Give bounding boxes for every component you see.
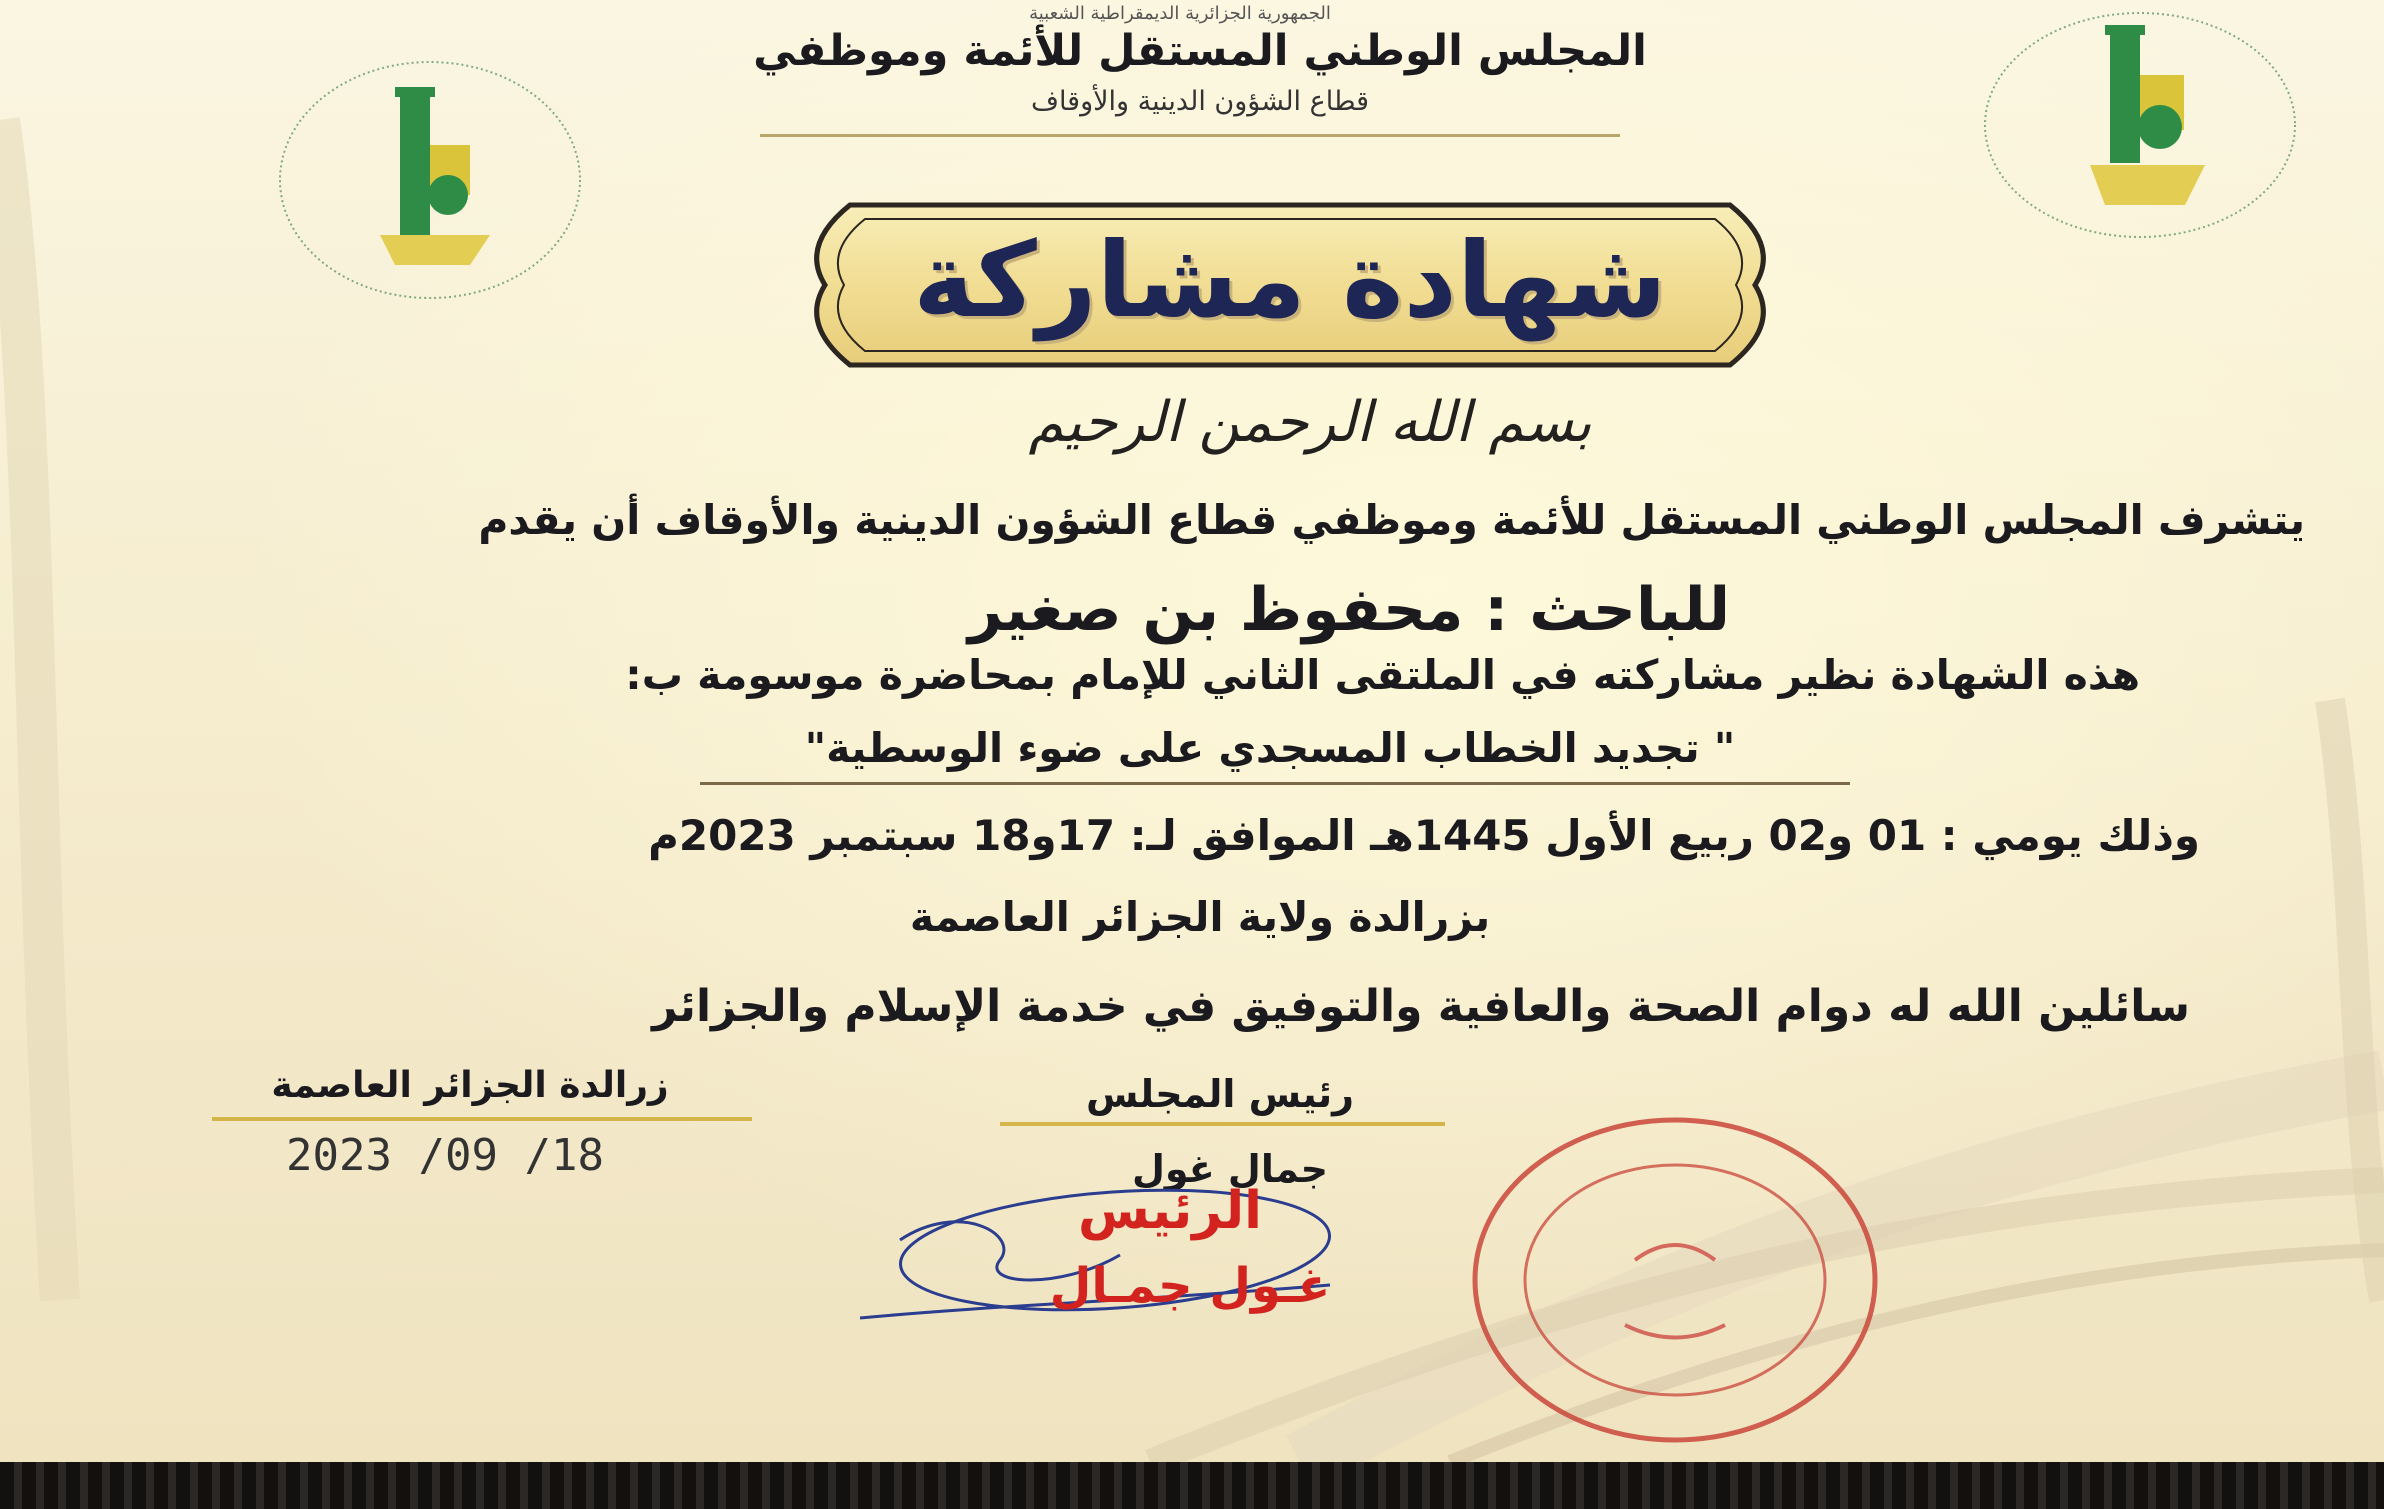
lecture-title: " تجديد الخطاب المسجدي على ضوء الوسطية" <box>804 724 1736 772</box>
issue-place: زرالدة الجزائر العاصمة <box>271 1065 669 1106</box>
recipient-name: للباحث : محفوظ بن صغير <box>967 575 1730 645</box>
header-divider <box>760 134 1620 137</box>
lecture-title-underline <box>700 782 1850 785</box>
location-line: بزرالدة ولاية الجزائر العاصمة <box>909 893 1491 941</box>
stamp-name: غـول جمـال <box>1049 1258 1331 1314</box>
signatory-role: رئيس المجلس <box>1086 1072 1354 1116</box>
header-title: المجلس الوطني المستقل للأئمة وموظفي <box>753 26 1647 76</box>
basmala: بسم الله الرحمن الرحيم <box>1028 390 1592 455</box>
stamp-role: الرئيس <box>1078 1181 1262 1241</box>
office-seal-icon <box>1465 1110 1885 1450</box>
signatory-role-underline <box>1000 1122 1445 1126</box>
header-tiny-text: الجمهورية الجزائرية الديمقراطية الشعبية <box>1029 3 1331 24</box>
issue-date: 2023 /09 /18 <box>286 1130 604 1181</box>
signatory-name: جمال غول <box>1131 1147 1329 1191</box>
certificate-title: شهادة مشاركة <box>913 219 1667 341</box>
header-subtitle: قطاع الشؤون الدينية والأوقاف <box>1030 86 1370 117</box>
participation-line: هذه الشهادة نظير مشاركته في الملتقى الثاني للإمام بمحاضرة موسومة ب: <box>625 651 2140 699</box>
intro-line: يتشرف المجلس الوطني المستقل للأئمة وموظفي قطاع الشؤون الدينية والأوقاف أن يقدم <box>478 496 2305 544</box>
mosque-emblem-icon <box>270 55 590 305</box>
scan-background-edge <box>0 1462 2384 1509</box>
issue-place-underline <box>212 1117 752 1121</box>
dates-line: وذلك يومي : 01 و02 ربيع الأول 1445هـ الموافق لـ: 17و18 سبتمبر 2023م <box>648 811 2200 860</box>
closing-line: سائلين الله له دوام الصحة والعافية والتوفيق في خدمة الإسلام والجزائر <box>652 981 2190 1032</box>
mosque-emblem-icon-right <box>1975 5 2305 245</box>
